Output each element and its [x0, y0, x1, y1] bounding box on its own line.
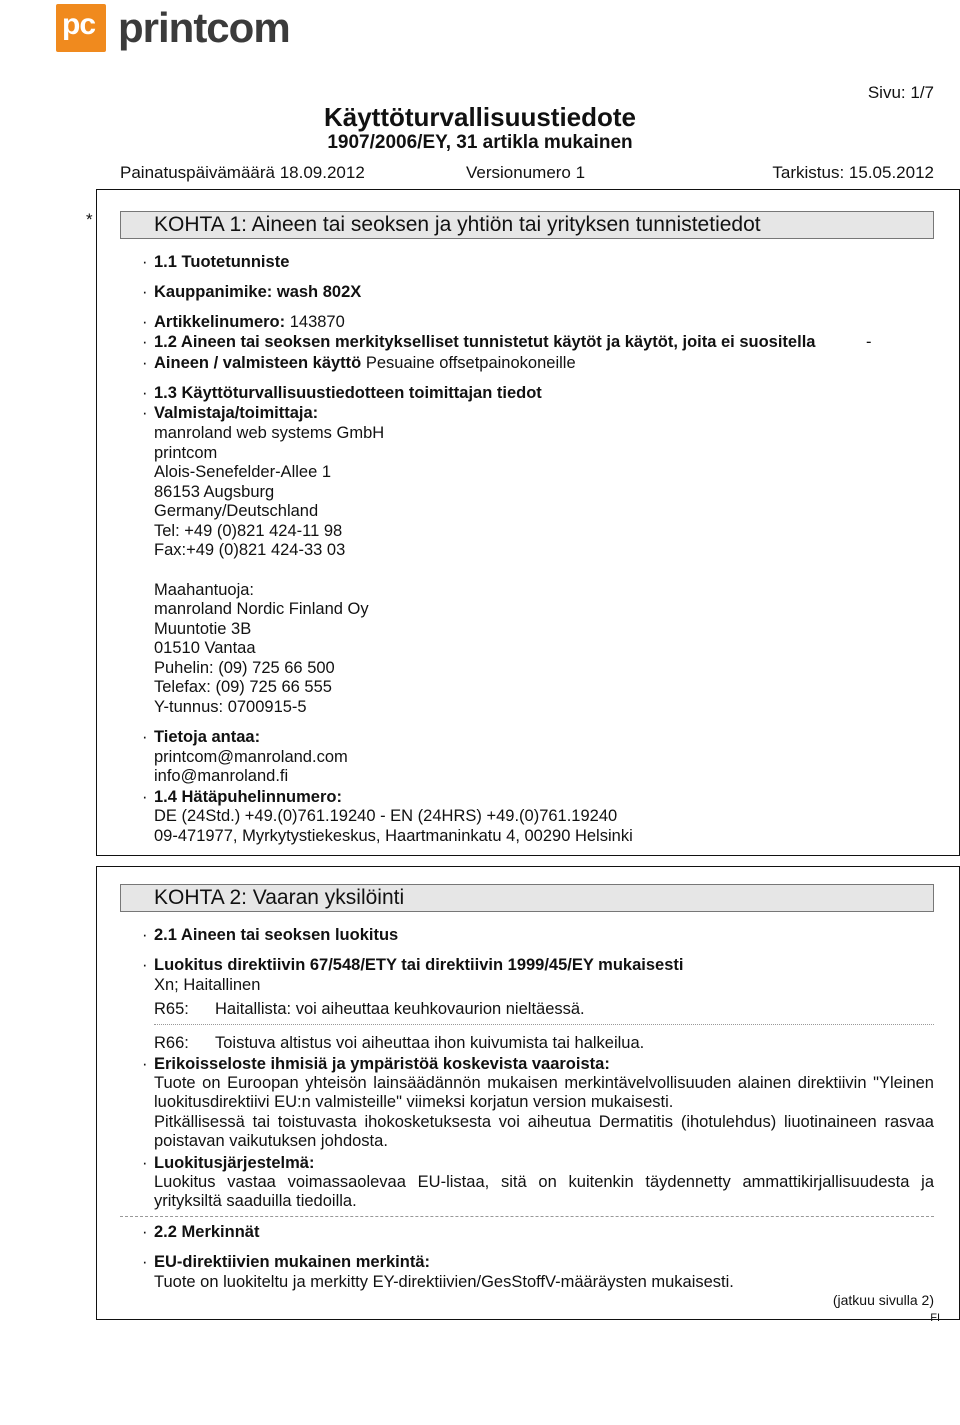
bullet: · [142, 926, 148, 944]
supplier-line: 86153 Augsburg [154, 483, 275, 501]
relevant-uses-dash: - [866, 333, 872, 351]
version-number: Versionumero 1 [466, 163, 586, 182]
product-identifier-heading: 1.1 Tuotetunniste [154, 253, 290, 271]
importer-line: manroland Nordic Finland Oy [154, 600, 369, 618]
info-contact-label: Tietoja antaa: [154, 728, 261, 746]
supplier-phone: Tel: +49 (0)821 424-11 98 [154, 522, 343, 540]
special-hazards-label: Erikoisseloste ihmisiä ja ympäristöä koskevista vaaroista: [154, 1055, 610, 1073]
print-date: Painatuspäivämäärä 18.09.2012 [120, 163, 365, 182]
importer-phone: Puhelin: (09) 725 66 500 [154, 659, 335, 677]
bullet: · [142, 1154, 148, 1172]
supplier-line: Alois-Senefelder-Allee 1 [154, 463, 332, 481]
dashed-separator [120, 1216, 934, 1217]
document-title: Käyttöturvallisuustiedote [323, 102, 637, 132]
importer-line: Muuntotie 3B [154, 620, 252, 638]
section-2-title: KOHTA 2: Vaaran yksilöinti [154, 886, 405, 909]
info-email[interactable]: printcom@manroland.com [154, 748, 348, 766]
bullet: · [142, 404, 148, 422]
bullet: · [142, 253, 148, 271]
risk-code: R65: [154, 1000, 189, 1018]
eu-labelling-label: EU-direktiivien mukainen merkintä: [154, 1253, 430, 1271]
importer-business-id: Y-tunnus: 0700915-5 [154, 698, 307, 716]
article-number-value: 143870 [289, 313, 345, 331]
trade-name-value: wash 802X [276, 283, 362, 301]
document-subtitle: 1907/2006/EY, 31 artikla mukainen [327, 132, 633, 153]
info-email[interactable]: info@manroland.fi [154, 767, 289, 785]
hazard-symbol: Xn; Haitallinen [154, 976, 261, 994]
continued-note: (jatkuu sivulla 2) [832, 1292, 934, 1308]
special-hazards-text: Pitkällisessä tai toistuvasta ihokosketuksesta voi aiheutua Dermatitis (ihotulehdus) liuotinaineen rasvaa poistavan vaikutuksen johdosta. [154, 1113, 934, 1150]
page-number: Sivu: 1/7 [867, 83, 934, 102]
product-use-value: Pesuaine offsetpainokoneille [365, 354, 576, 372]
revision-marker: * [86, 210, 93, 229]
bullet: · [142, 384, 148, 402]
supplier-fax: Fax:+49 (0)821 424-33 03 [154, 541, 346, 559]
relevant-uses-heading: 1.2 Aineen tai seoksen merkitykselliset tunnistetut käytöt ja käytöt, joita ei suositella [154, 333, 816, 351]
supplier-line: manroland web systems GmbH [154, 424, 385, 442]
supplier-label: Valmistaja/toimittaja: [154, 404, 319, 422]
bullet: · [142, 1253, 148, 1271]
risk-phrase: Haitallista: voi aiheuttaa keuhkovaurion nieltäessä. [215, 1000, 585, 1018]
importer-fax: Telefax: (09) 725 66 555 [154, 678, 332, 696]
trade-name-label: Kauppanimike: [154, 283, 273, 301]
classification-system-label: Luokitusjärjestelmä: [154, 1154, 315, 1172]
language-code: FI [930, 1312, 940, 1324]
emergency-line: DE (24Std.) +49.(0)761.19240 - EN (24HRS) +49.(0)761.19240 [154, 807, 618, 825]
risk-phrase: Toistuva altistus voi aiheuttaa ihon kuivumista tai halkeilua. [215, 1034, 645, 1052]
bullet: · [142, 728, 148, 746]
bullet: · [142, 354, 148, 372]
product-use-row [154, 354, 576, 373]
trade-name-row [154, 283, 361, 302]
article-number-row [154, 313, 345, 332]
special-hazards-text: Tuote on Euroopan yhteisön lainsäädännön mukaisen merkintävelvollisuuden alainen direktiivin "Yleinen luokitusdirektiivi EU:n valmisteille" viimeksi korjatun version mukaisesti. [154, 1074, 934, 1111]
bullet: · [142, 956, 148, 974]
labelling-heading: 2.2 Merkinnät [154, 1223, 260, 1241]
importer-label: Maahantuoja: [154, 581, 254, 599]
product-use-label: Aineen / valmisteen käyttö [154, 354, 362, 372]
eu-labelling-text: Tuote on luokiteltu ja merkitty EY-direktiivien/GesStoffV-määräysten mukaisesti. [154, 1273, 734, 1291]
risk-code: R66: [154, 1034, 189, 1052]
article-number-label: Artikkelinumero: [154, 313, 286, 331]
supplier-details-heading: 1.3 Käyttöturvallisuustiedotteen toimittajan tiedot [154, 384, 542, 402]
section-2-header [120, 884, 934, 912]
bullet: · [142, 313, 148, 331]
bullet: · [142, 788, 148, 806]
classification-heading: 2.1 Aineen tai seoksen luokitus [154, 926, 399, 944]
supplier-line: printcom [154, 444, 218, 462]
directive-classification-label: Luokitus direktiivin 67/548/ETY tai direktiivin 1999/45/EY mukaisesti [154, 956, 684, 974]
bullet: · [142, 1223, 148, 1241]
revision-date: Tarkistus: 15.05.2012 [772, 163, 934, 182]
logo-wordmark: printcom [118, 4, 290, 51]
emergency-number-heading: 1.4 Hätäpuhelinnumero: [154, 788, 342, 806]
bullet: · [142, 333, 148, 351]
section-1-header [120, 211, 934, 239]
dotted-separator [154, 1024, 934, 1025]
emergency-line: 09-471977, Myrkytystiekeskus, Haartmaninkatu 4, 00290 Helsinki [154, 827, 633, 845]
bullet: · [142, 1055, 148, 1073]
logo-badge-text: pc [62, 8, 96, 41]
importer-line: 01510 Vantaa [154, 639, 256, 657]
section-1-title: KOHTA 1: Aineen tai seoksen ja yhtiön tai yrityksen tunnistetiedot [154, 213, 761, 236]
classification-system-text: Luokitus vastaa voimassaolevaa EU-listaa, sitä on kuitenkin täydennetty ammattikirjallisuudesta ja yrityksiltä saaduilla tiedoilla. [154, 1173, 934, 1210]
supplier-line: Germany/Deutschland [154, 502, 319, 520]
logo-badge [56, 4, 106, 52]
bullet: · [142, 283, 148, 301]
